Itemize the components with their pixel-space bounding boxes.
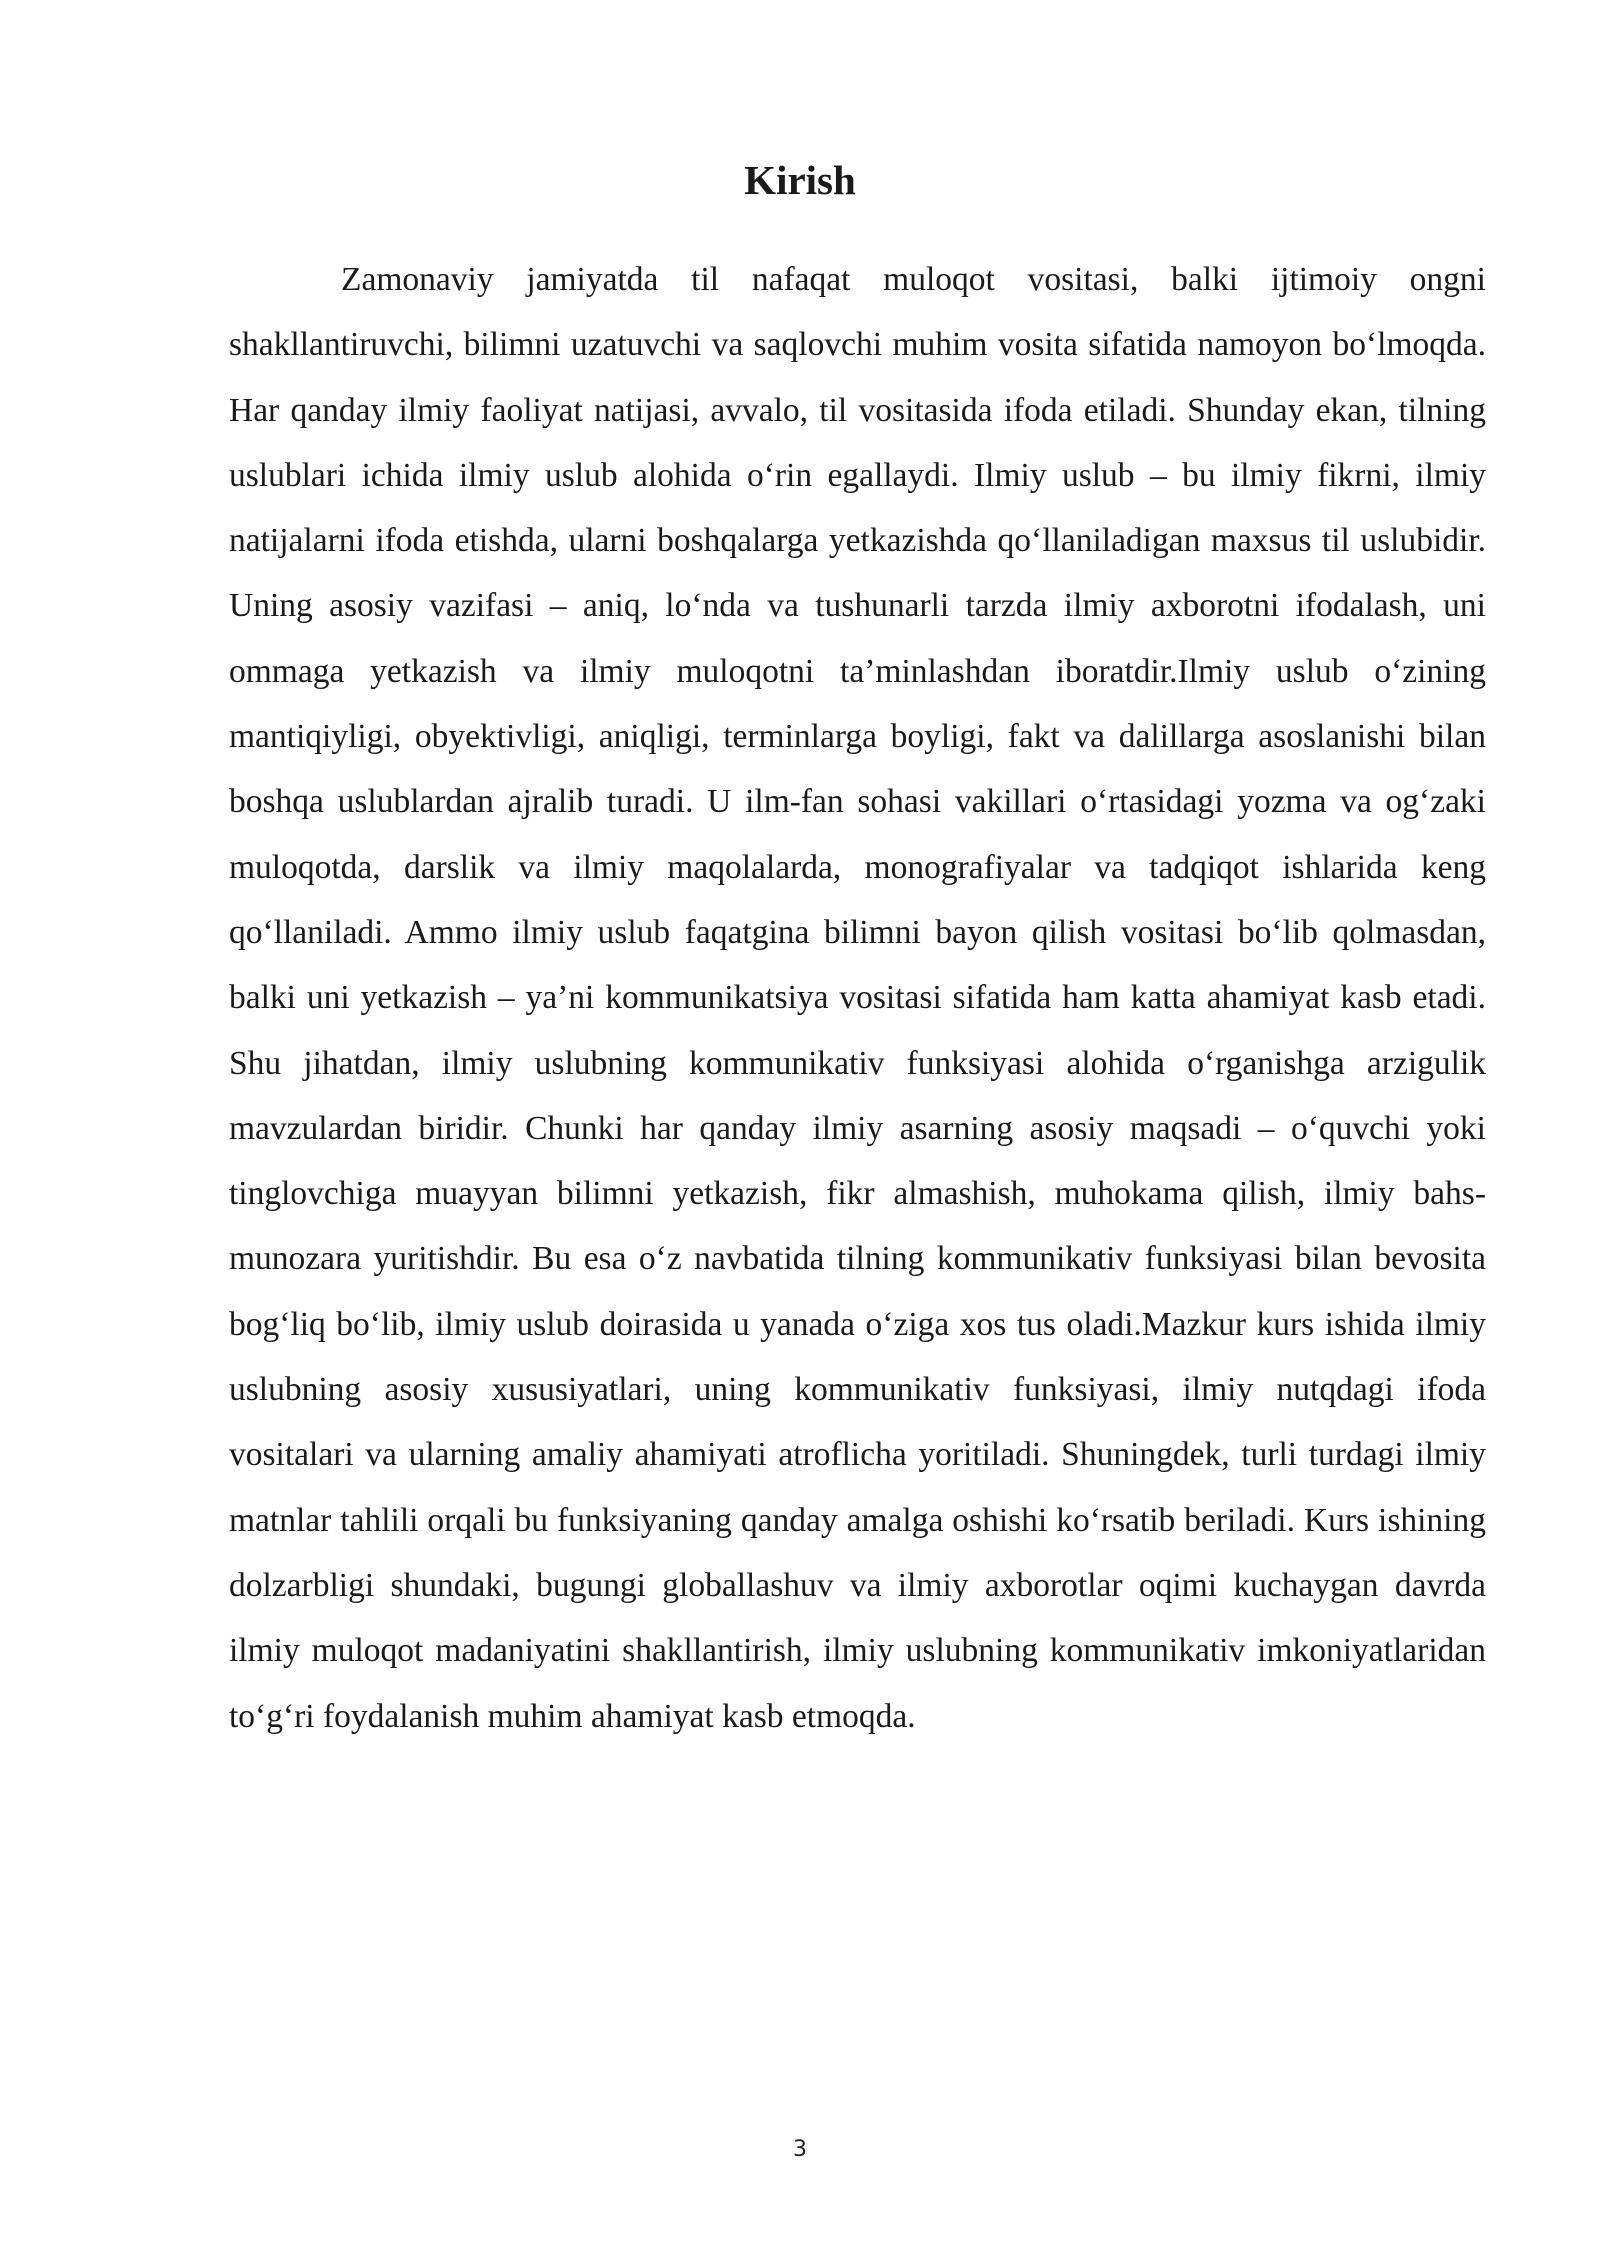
- body-paragraph: Zamonaviy jamiyatda til nafaqat muloqot vositasi, balki ijtimoiy ongni shakllantiruvchi, bilimni uzatuvchi va saqlovchi muhim vosita sifatida namoyon bo‘lmoqda. Har qanday ilmiy faoliyat natijasi, avvalo, til vositasida ifoda etiladi. Shunday ekan, tilning uslublari ichida ilmiy uslub alohida o‘rin egallaydi. Ilmiy uslub – bu ilmiy fikrni, ilmiy natijalarni ifoda etishda, ularni boshqalarga yetkazishda qo‘llaniladigan maxsus til uslubidir. Uning asosiy vazifasi – aniq, lo‘nda va tushunarli tarzda ilmiy axborotni ifodalash, uni ommaga yetkazish va ilmiy muloqotni ta’minlashdan iboratdir.Ilmiy uslub o‘zining mantiqiyligi, obyektivligi, aniqligi, terminlarga boyligi, fakt va dalillarga asoslanishi bilan boshqa uslublardan ajralib turadi. U ilm-fan sohasi vakillari o‘rtasidagi yozma va og‘zaki muloqotda, darslik va ilmiy maqolalarda, monografiyalar va tadqiqot ishlarida keng qo‘llaniladi. Ammo ilmiy uslub faqatgina bilimni bayon qilish vositasi bo‘lib qolmasdan, balki uni yetkazish – ya’ni kommunikatsiya vositasi sifatida ham katta ahamiyat kasb etadi. Shu jihatdan, ilmiy uslubning kommunikativ funksiyasi alohida o‘rganishga arzigulik mavzulardan biridir. Chunki har qanday ilmiy asarning asosiy maqsadi – o‘quvchi yoki tinglovchiga muayyan bilimni yetkazish, fikr almashish, muhokama qilish, ilmiy bahs-munozara yuritishdir. Bu esa o‘z navbatida tilning kommunikativ funksiyasi bilan bevosita bog‘liq bo‘lib, ilmiy uslub doirasida u yanada o‘ziga xos tus oladi.Mazkur kurs ishida ilmiy uslubning asosiy xususiyatlari, uning kommunikativ funksiyasi, ilmiy nutqdagi ifoda vositalari va ularning amaliy ahamiyati atroflicha yoritiladi. Shuningdek, turli turdagi ilmiy matnlar tahlili orqali bu funksiyaning qanday amalga oshishi ko‘rsatib beriladi. Kurs ishining dolzarbligi shundaki, bugungi globallashuv va ilmiy axborotlar oqimi kuchaygan davrda ilmiy muloqot madaniyatini shakllantirish, ilmiy uslubning kommunikativ imkoniyatlaridan to‘g‘ri foydalanish muhim ahamiyat kasb etmoqda.: [229, 261, 1486, 1735]
- page-number: 3: [793, 2137, 807, 2162]
- page-title: [0, 152, 1600, 208]
- page-title-text: Kirish: [744, 157, 856, 203]
